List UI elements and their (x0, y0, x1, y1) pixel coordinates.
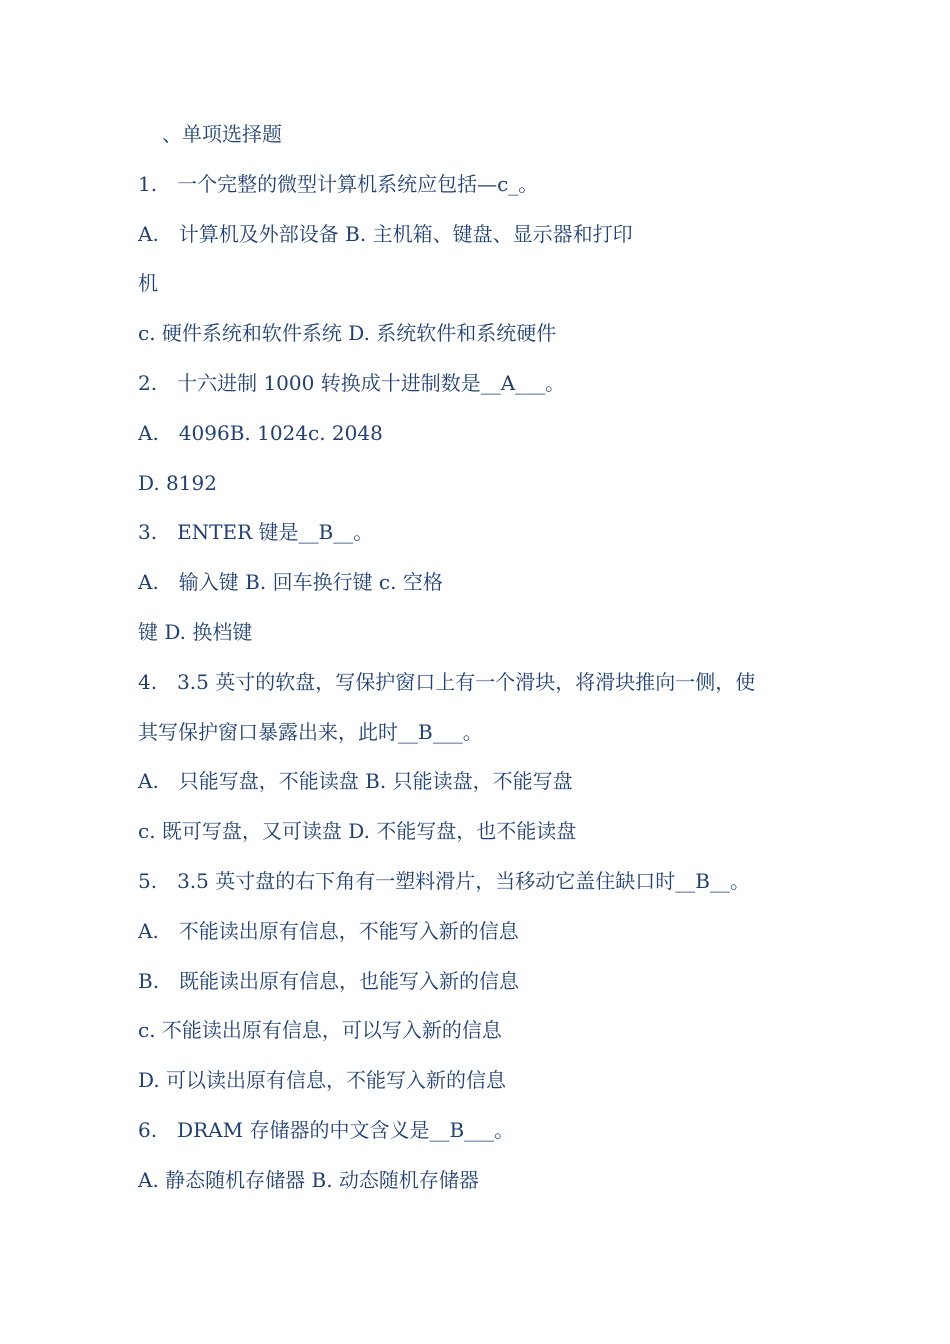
question-4-options-ab: A. 只能写盘，不能读盘 B. 只能读盘，不能写盘 (138, 769, 573, 794)
question-6-stem: 6. DRAM 存储器的中文含义是__B___。 (138, 1117, 515, 1142)
question-5-option-a: A. 不能读出原有信息，不能写入新的信息 (138, 918, 519, 943)
question-1-stem: 1. 一个完整的微型计算机系统应包括—c_。 (138, 171, 539, 196)
question-4-stem-wrap: 其写保护窗口暴露出来，此时__B___。 (138, 719, 483, 744)
question-5-option-b: B. 既能读出原有信息，也能写入新的信息 (138, 968, 520, 993)
question-4-stem: 4. 3.5 英寸的软盘，写保护窗口上有一个滑块，将滑块推向一侧，使 (138, 669, 756, 694)
question-5-option-d: D. 可以读出原有信息，不能写入新的信息 (138, 1068, 507, 1093)
document-body (138, 116, 818, 1212)
question-6-options-ab: A. 静态随机存储器 B. 动态随机存储器 (138, 1167, 479, 1192)
question-5-option-c: c. 不能读出原有信息，可以写入新的信息 (138, 1018, 502, 1043)
question-3-options-abc: A. 输入键 B. 回车换行键 c. 空格 (138, 570, 443, 595)
question-2-options-abc: A. 4096B. 1024c. 2048 (138, 420, 383, 445)
question-1-options-ab: A. 计算机及外部设备 B. 主机箱、键盘、显示器和打印 (138, 221, 633, 246)
question-3-stem: 3. ENTER 键是__B__。 (138, 520, 374, 545)
question-3-options-wrap: 键 D. 换档键 (138, 619, 253, 644)
question-1-options-wrap: 机 (138, 271, 158, 296)
question-2-option-d: D. 8192 (138, 470, 217, 495)
question-5-stem: 5. 3.5 英寸盘的右下角有一塑料滑片，当移动它盖住缺口时__B__。 (138, 868, 750, 893)
question-2-stem: 2. 十六进制 1000 转换成十进制数是__A___。 (138, 370, 566, 395)
section-title: 、单项选择题 (162, 122, 282, 146)
question-1-options-cd: c. 硬件系统和软件系统 D. 系统软件和系统硬件 (138, 321, 557, 346)
question-4-options-cd: c. 既可写盘，又可读盘 D. 不能写盘，也不能读盘 (138, 819, 577, 844)
